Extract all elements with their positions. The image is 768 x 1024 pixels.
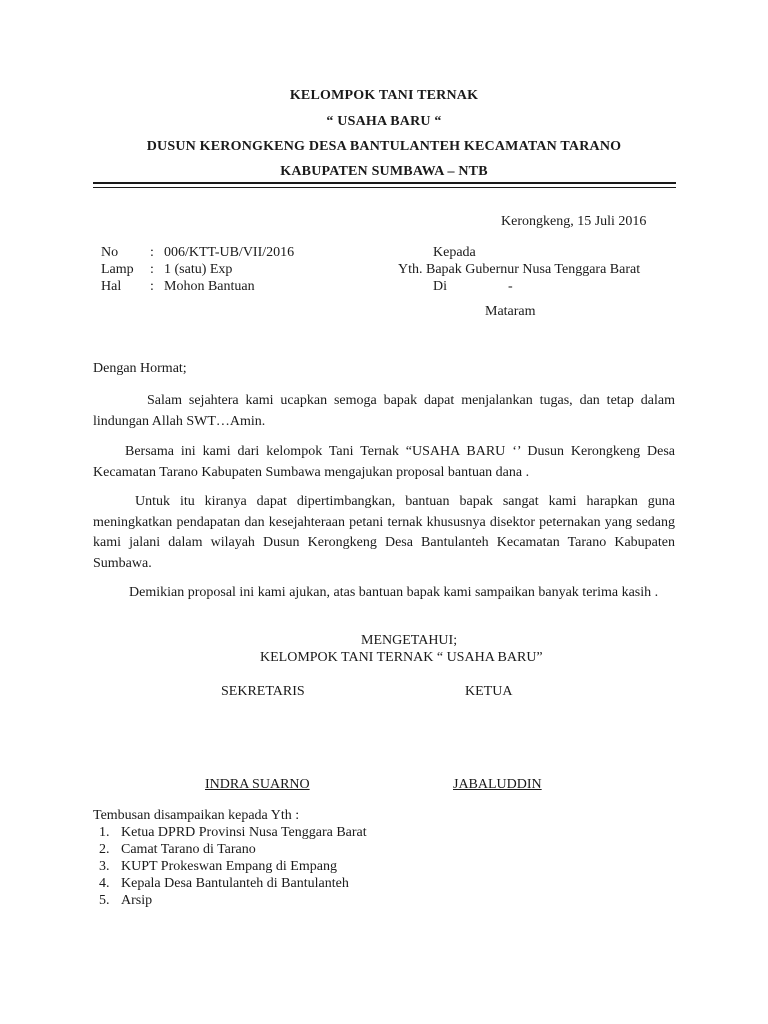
meta-label-lamp: Lamp [101, 262, 134, 277]
addressee-recipient: Yth. Bapak Gubernur Nusa Tenggara Barat [398, 262, 641, 277]
cc-item-text: Arsip [121, 893, 153, 908]
body-paragraph-4: Demikian proposal ini kami ajukan, atas bantuan bapak kami sampaikan banyak terima kasih . [129, 585, 659, 600]
addressee-dash: - [508, 279, 513, 294]
addressee-city: Mataram [485, 304, 536, 319]
meta-value-lamp: 1 (satu) Exp [164, 262, 233, 277]
letterhead-address: DUSUN KERONGKENG DESA BANTULANTEH KECAMATAN TARANO [146, 139, 622, 154]
approval-group-name: KELOMPOK TANI TERNAK “ USAHA BARU” [260, 650, 543, 665]
letterhead-rule-thick [93, 182, 676, 184]
chair-title: KETUA [465, 684, 513, 699]
cc-heading: Tembusan disampaikan kepada Yth : [93, 808, 300, 823]
cc-item-number: 5. [99, 893, 110, 908]
cc-list-item [99, 893, 152, 909]
letterhead-group-name: “ USAHA BARU “ [326, 114, 442, 129]
secretary-name: INDRA SUARNO [205, 777, 310, 792]
chair-name: JABALUDDIN [453, 777, 542, 792]
letterhead-rule-thin [93, 187, 676, 188]
cc-item-number: 4. [99, 876, 110, 891]
letter-date: Kerongkeng, 15 Juli 2016 [501, 214, 647, 229]
cc-list-item [99, 859, 337, 875]
meta-value-hal: Mohon Bantuan [164, 279, 255, 294]
meta-sep-lamp: : [150, 262, 154, 277]
addressee-kepada: Kepada [433, 245, 476, 260]
meta-label-no: No [101, 245, 119, 260]
letterhead-organization: KELOMPOK TANI TERNAK [289, 88, 479, 103]
secretary-title: SEKRETARIS [221, 684, 305, 699]
meta-sep-hal: : [150, 279, 154, 294]
letterhead-region: KABUPATEN SUMBAWA – NTB [280, 164, 488, 179]
cc-item-text: Ketua DPRD Provinsi Nusa Tenggara Barat [121, 825, 367, 840]
cc-list-item [99, 842, 256, 858]
cc-list-item [99, 825, 367, 841]
cc-item-number: 1. [99, 825, 110, 840]
cc-item-number: 3. [99, 859, 110, 874]
addressee-di: Di [433, 279, 447, 294]
meta-value-no: 006/KTT-UB/VII/2016 [164, 245, 295, 260]
body-paragraph-3: Untuk itu kiranya dapat dipertimbangkan, bantuan bapak sangat kami harapkan guna meningkatkan pendapatan dan kesejahteraan petani ternak khususnya disektor peternakan yang sedang kami jalani dalam wilayah Dusun Kerongkeng Desa Bantulanteh Kecamatan Tarano Kabupaten Sumbawa. [93, 494, 675, 571]
meta-sep-no: : [150, 245, 154, 260]
cc-item-text: Camat Tarano di Tarano [121, 842, 256, 857]
body-paragraph-1: Salam sejahtera kami ucapkan semoga bapak dapat menjalankan tugas, dan tetap dalam lindungan Allah SWT…Amin. [93, 393, 675, 429]
salutation: Dengan Hormat; [93, 361, 187, 376]
cc-item-text: Kepala Desa Bantulanteh di Bantulanteh [121, 876, 349, 891]
cc-item-text: KUPT Prokeswan Empang di Empang [121, 859, 337, 874]
body-paragraph-2: Bersama ini kami dari kelompok Tani Ternak “USAHA BARU ‘’ Dusun Kerongkeng Desa Kecamatan Tarano Kabupaten Sumbawa mengajukan proposal bantuan dana . [93, 444, 675, 480]
meta-label-hal: Hal [101, 279, 122, 294]
cc-list-item [99, 876, 349, 892]
approval-heading: MENGETAHUI; [361, 633, 458, 648]
cc-item-number: 2. [99, 842, 110, 857]
